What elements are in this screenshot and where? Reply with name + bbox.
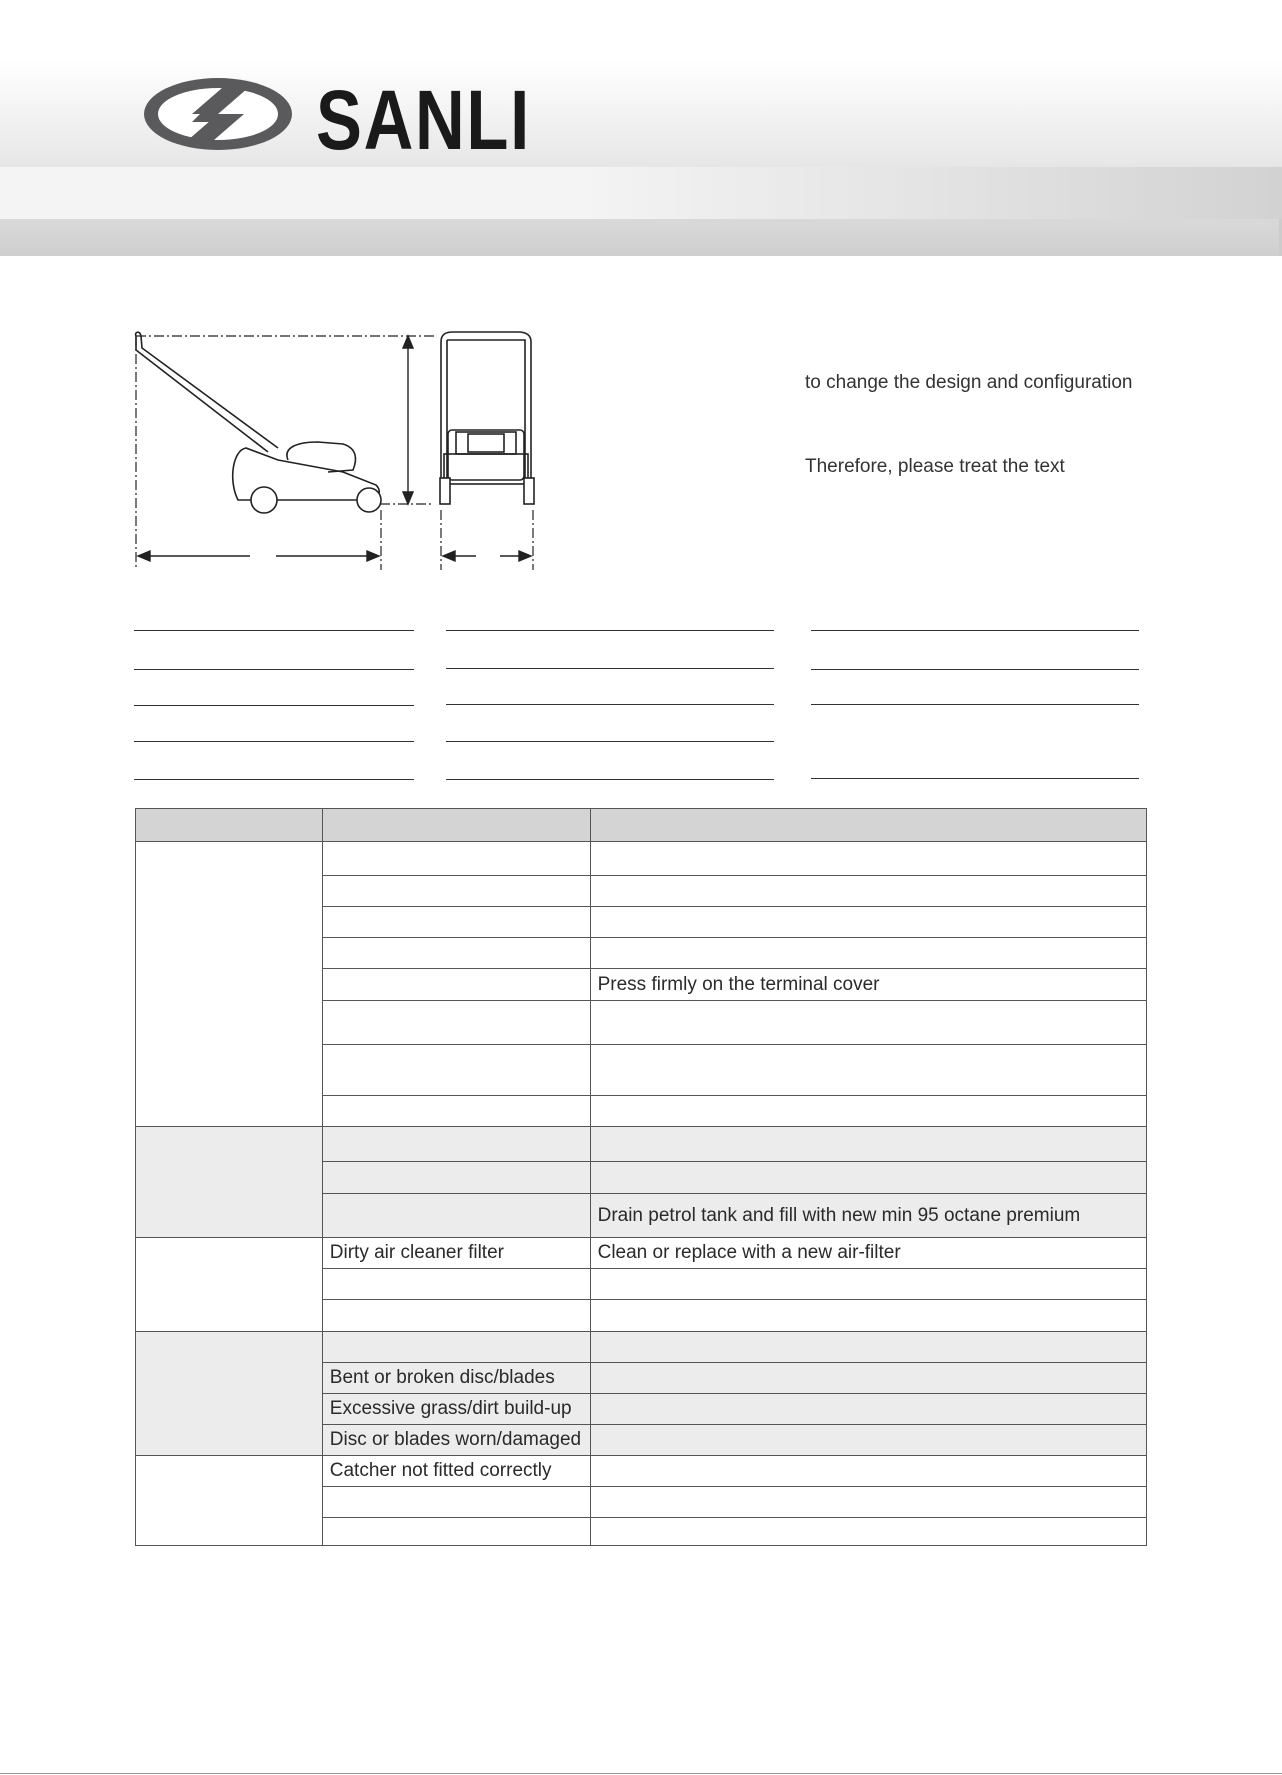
remedy-cell <box>590 1518 1146 1546</box>
table-row <box>136 842 1147 876</box>
table-header-row <box>136 809 1147 842</box>
spec-line <box>134 779 414 780</box>
cause-cell <box>322 969 590 1001</box>
notice-text-line-2: Therefore, please treat the text <box>805 456 1065 477</box>
remedy-cell <box>590 1487 1146 1518</box>
remedy-cell <box>590 1425 1146 1456</box>
remedy-cell <box>590 1001 1146 1045</box>
spec-line <box>134 669 414 670</box>
header-cell <box>322 809 590 842</box>
remedy-cell <box>590 1394 1146 1425</box>
header-cell <box>590 809 1146 842</box>
cause-cell <box>322 1194 590 1238</box>
table-row <box>136 1456 1147 1487</box>
header-bar <box>0 219 1282 256</box>
cause-cell: Dirty air cleaner filter <box>322 1238 590 1269</box>
cause-cell <box>322 1300 590 1332</box>
notice-text-line-1: to change the design and configuration <box>805 372 1133 393</box>
remedy-cell <box>590 1269 1146 1300</box>
spec-line <box>134 705 414 706</box>
cause-cell <box>322 876 590 907</box>
remedy-cell <box>590 1456 1146 1487</box>
cause-cell <box>322 1269 590 1300</box>
cause-cell <box>322 938 590 969</box>
cause-cell <box>322 907 590 938</box>
remedy-cell <box>590 1300 1146 1332</box>
cause-cell <box>322 1518 590 1546</box>
mower-dimension-diagram <box>128 330 548 570</box>
cause-cell <box>322 1045 590 1096</box>
problem-cell <box>136 1127 323 1238</box>
header-cell <box>136 809 323 842</box>
table-row <box>136 1238 1147 1269</box>
spec-line <box>811 669 1139 670</box>
cause-cell: Excessive grass/dirt build-up <box>322 1394 590 1425</box>
cause-cell <box>322 842 590 876</box>
spec-line <box>134 741 414 742</box>
remedy-cell <box>590 1096 1146 1127</box>
remedy-cell <box>590 938 1146 969</box>
problem-cell <box>136 842 323 1127</box>
sanli-emblem-icon <box>140 74 300 154</box>
header-stripe <box>0 167 1282 219</box>
remedy-cell: Clean or replace with a new air-filter <box>590 1238 1146 1269</box>
problem-cell <box>136 1456 323 1546</box>
problem-cell <box>136 1238 323 1332</box>
remedy-cell <box>590 1045 1146 1096</box>
remedy-cell <box>590 1127 1146 1162</box>
troubleshooting-table <box>135 808 1147 1546</box>
spec-line <box>446 779 774 780</box>
spec-line <box>134 630 414 631</box>
spec-line <box>446 668 774 669</box>
table-row <box>136 1332 1147 1363</box>
remedy-cell <box>590 907 1146 938</box>
cause-cell <box>322 1162 590 1194</box>
spec-line <box>811 630 1139 631</box>
spec-line <box>446 704 774 705</box>
cause-cell: Bent or broken disc/blades <box>322 1363 590 1394</box>
footer-rule <box>0 1773 1282 1774</box>
problem-cell <box>136 1332 323 1456</box>
cause-cell <box>322 1096 590 1127</box>
cause-cell <box>322 1001 590 1045</box>
cause-cell <box>322 1487 590 1518</box>
table-row <box>136 1127 1147 1162</box>
remedy-cell <box>590 842 1146 876</box>
cause-cell: Disc or blades worn/damaged <box>322 1425 590 1456</box>
spec-line <box>811 778 1139 779</box>
spec-line <box>446 630 774 631</box>
cause-cell <box>322 1332 590 1363</box>
remedy-cell <box>590 1363 1146 1394</box>
remedy-cell: Drain petrol tank and fill with new min 95 octane premium <box>590 1194 1146 1238</box>
remedy-cell: Press firmly on the terminal cover <box>590 969 1146 1001</box>
brand-logo <box>140 73 531 167</box>
spec-line <box>446 741 774 742</box>
cause-cell: Catcher not fitted correctly <box>322 1456 590 1487</box>
remedy-cell <box>590 1162 1146 1194</box>
remedy-cell <box>590 1332 1146 1363</box>
brand-name: SANLI <box>316 73 531 167</box>
remedy-cell <box>590 876 1146 907</box>
spec-line <box>811 704 1139 705</box>
cause-cell <box>322 1127 590 1162</box>
